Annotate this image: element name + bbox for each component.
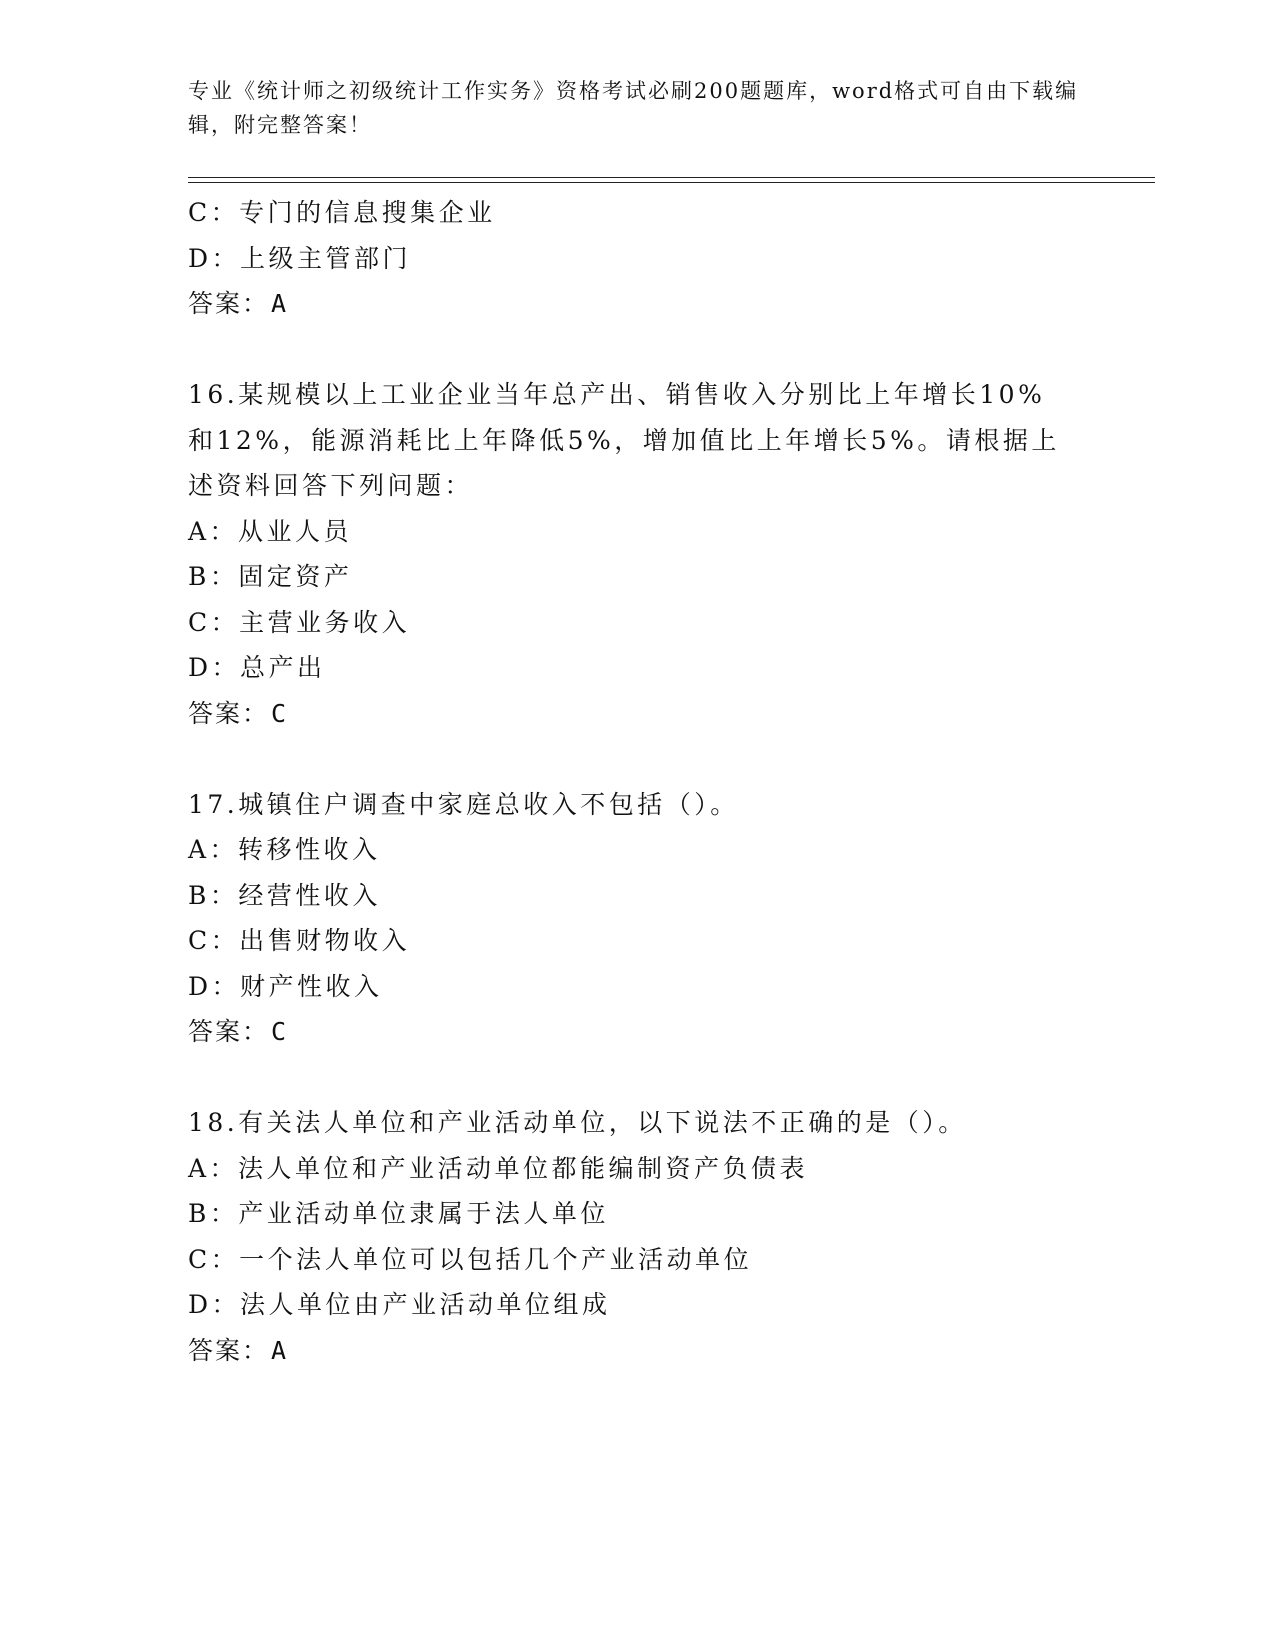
answer-label: 答案： bbox=[188, 289, 270, 318]
spacer bbox=[188, 1055, 1088, 1101]
header-rule-top bbox=[188, 177, 1155, 178]
answer-value: C bbox=[271, 698, 289, 728]
question-list bbox=[188, 190, 1088, 1373]
option-a: A：法人单位和产业活动单位都能编制资产负债表 bbox=[188, 1153, 809, 1183]
option-b: B：经营性收入 bbox=[188, 880, 381, 910]
answer-label: 答案： bbox=[188, 1335, 270, 1365]
option-d: D：财产性收入 bbox=[188, 971, 383, 1001]
answer-label: 答案： bbox=[188, 1017, 270, 1046]
answer-value: A bbox=[271, 289, 289, 318]
option-b: B：产业活动单位隶属于法人单位 bbox=[188, 1199, 609, 1228]
option-d: D：总产出 bbox=[188, 653, 326, 682]
spacer bbox=[188, 736, 1088, 782]
answer-value: C bbox=[271, 1017, 289, 1046]
option-c: C：一个法人单位可以包括几个产业活动单位 bbox=[188, 1244, 753, 1274]
page-header: 专业《统计师之初级统计工作实务》资格考试必刷200题题库，word格式可自由下载编辑，附完整答案！ bbox=[188, 79, 1079, 137]
question-stem: 18.有关法人单位和产业活动单位，以下说法不正确的是（）。 bbox=[188, 1108, 967, 1137]
answer-value: A bbox=[271, 1335, 289, 1365]
option-a: A：从业人员 bbox=[188, 516, 353, 546]
question-stem: 16.某规模以上工业企业当年总产出、销售收入分别比上年增长10%和12%，能源消耗比上年降低5%，增加值比上年增长5%。请根据上述资料回答下列问题： bbox=[188, 380, 1060, 500]
option-c: C：主营业务收入 bbox=[188, 607, 411, 637]
option-b: B：固定资产 bbox=[188, 562, 353, 591]
header-rule-bottom bbox=[188, 182, 1155, 183]
spacer bbox=[188, 327, 1088, 373]
question-block-17 bbox=[188, 782, 1088, 1055]
option-c: C：专门的信息搜集企业 bbox=[188, 198, 496, 227]
answer-line bbox=[188, 691, 1088, 737]
answer-label: 答案： bbox=[188, 698, 270, 728]
answer-line bbox=[188, 1009, 1088, 1055]
answer-line bbox=[188, 281, 1088, 327]
option-d: D：法人单位由产业活动单位组成 bbox=[188, 1290, 611, 1319]
question-block-16 bbox=[188, 372, 1088, 736]
question-block-18 bbox=[188, 1100, 1088, 1373]
option-c: C：出售财物收入 bbox=[188, 926, 411, 955]
option-a: A：转移性收入 bbox=[188, 835, 381, 864]
question-block-continued bbox=[188, 190, 1088, 327]
answer-line bbox=[188, 1328, 1088, 1374]
option-d: D：上级主管部门 bbox=[188, 243, 412, 273]
question-stem: 17.城镇住户调查中家庭总收入不包括（）。 bbox=[188, 789, 739, 819]
